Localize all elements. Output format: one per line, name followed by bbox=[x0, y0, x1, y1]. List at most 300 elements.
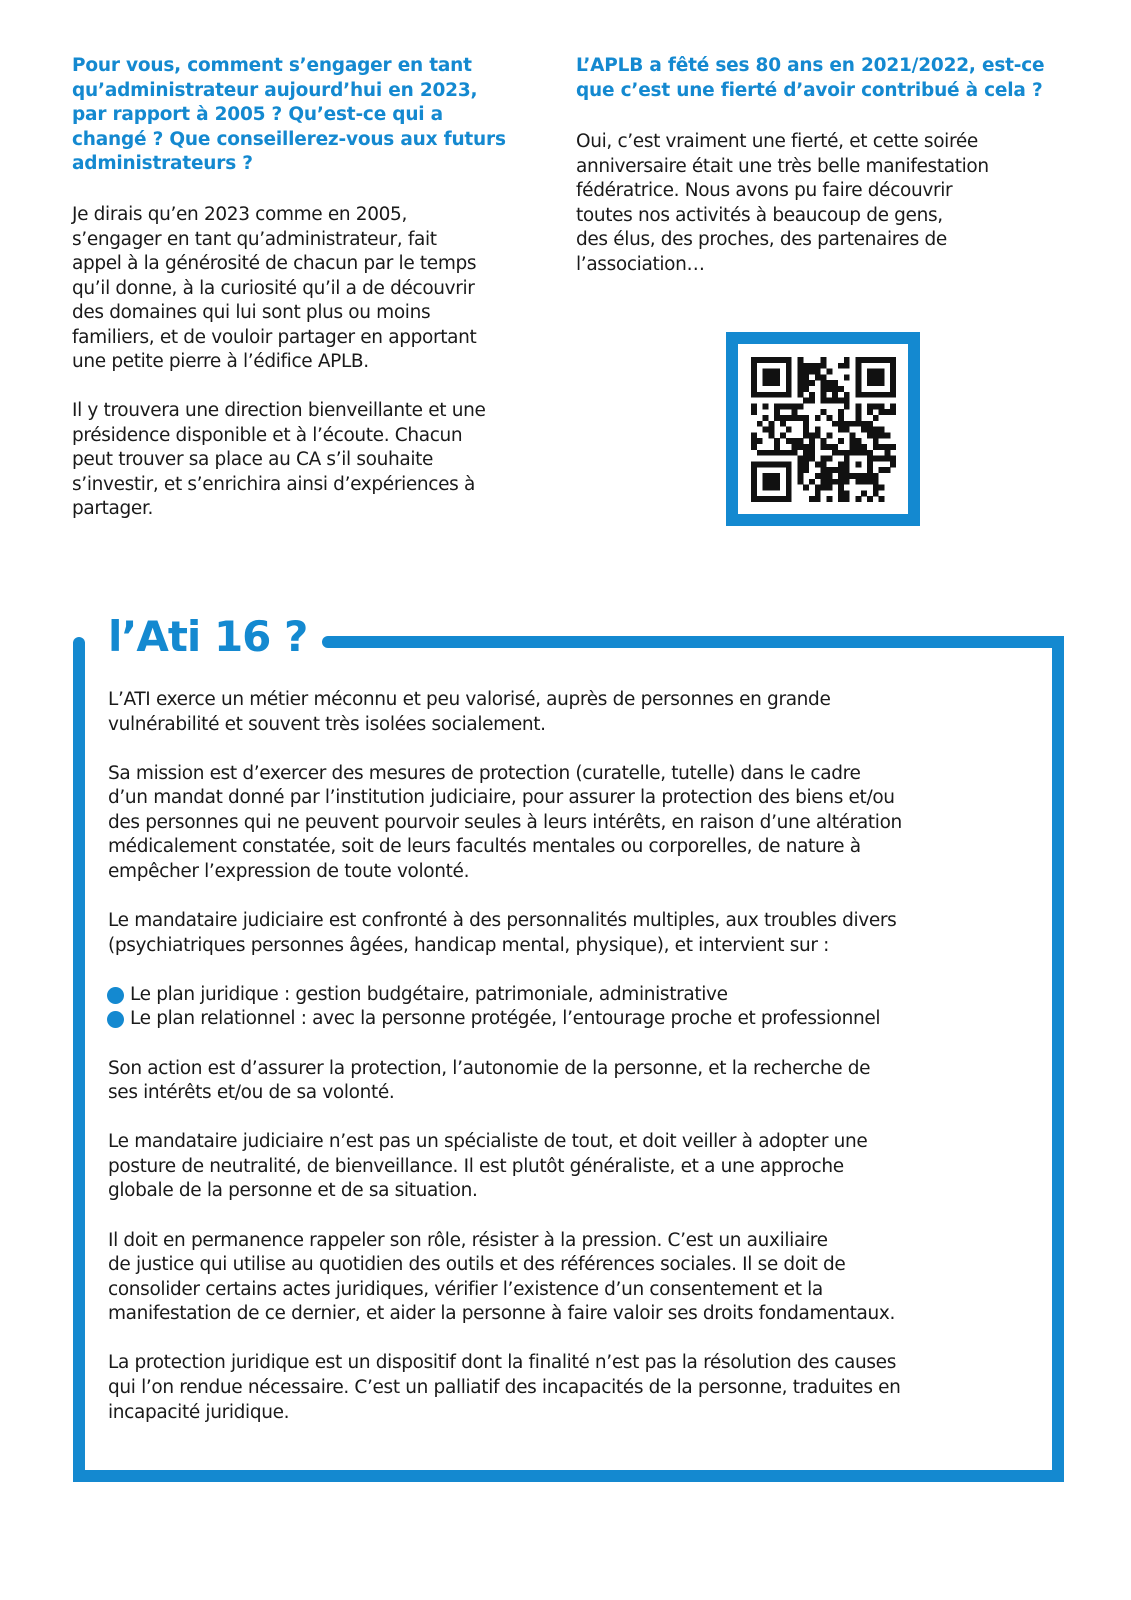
qr-module bbox=[809, 380, 815, 386]
qr-module bbox=[751, 380, 757, 386]
qr-module bbox=[890, 409, 896, 415]
text-line: fédératrice. Nous avons pu faire découvrir bbox=[576, 180, 953, 201]
qr-module bbox=[815, 363, 821, 369]
qr-module bbox=[797, 456, 803, 462]
qr-module bbox=[890, 374, 896, 380]
bullet-item bbox=[107, 983, 902, 1008]
qr-module bbox=[803, 427, 809, 433]
qr-module bbox=[879, 357, 885, 363]
qr-module bbox=[861, 421, 867, 427]
qr-module bbox=[867, 456, 873, 462]
qr-module bbox=[855, 461, 861, 467]
bullet-dot-icon bbox=[107, 987, 124, 1004]
qr-module bbox=[890, 392, 896, 398]
qr-module bbox=[815, 415, 821, 421]
qr-module bbox=[838, 485, 844, 491]
qr-module bbox=[786, 450, 792, 456]
question-line: par rapport à 2005 ? Qu’est-ce qui a bbox=[72, 104, 443, 125]
qr-module bbox=[867, 403, 873, 409]
qr-module bbox=[855, 409, 861, 415]
qr-module bbox=[780, 403, 786, 409]
qr-module bbox=[884, 456, 890, 462]
text-line: Son action est d’assurer la protection, l’autonomie de la personne, et la recherche de bbox=[108, 1057, 871, 1079]
qr-module bbox=[826, 496, 832, 502]
qr-module bbox=[844, 479, 850, 485]
qr-module bbox=[803, 461, 809, 467]
qr-module bbox=[792, 450, 798, 456]
qr-module bbox=[850, 438, 856, 444]
qr-module bbox=[826, 415, 832, 421]
qr-module bbox=[867, 392, 873, 398]
qr-module bbox=[768, 432, 774, 438]
qr-module bbox=[768, 496, 774, 502]
qr-module bbox=[786, 479, 792, 485]
qr-module bbox=[809, 392, 815, 398]
qr-module bbox=[792, 415, 798, 421]
qr-module bbox=[838, 409, 844, 415]
text-line: l’association… bbox=[576, 253, 705, 275]
text-line: qu’il donne, à la curiosité qu’il a de découvrir bbox=[72, 277, 475, 299]
qr-module bbox=[873, 374, 879, 380]
text-line: qui l’on rendue nécessaire. C’est un palliatif des incapacités de la personne, traduites en bbox=[108, 1376, 901, 1398]
text-line: médicalement constatée, soit de leurs facultés mentales ou corporelles, de nature à bbox=[108, 836, 861, 858]
qr-module bbox=[751, 392, 757, 398]
qr-module bbox=[751, 496, 757, 502]
qr-module bbox=[786, 467, 792, 473]
qr-module bbox=[873, 427, 879, 433]
paragraph bbox=[108, 688, 902, 737]
box-border-right bbox=[1052, 636, 1064, 1482]
qr-module bbox=[786, 496, 792, 502]
qr-module bbox=[763, 380, 769, 386]
qr-module bbox=[844, 467, 850, 473]
text-line: globale de la personne et de sa situation. bbox=[108, 1180, 478, 1202]
qr-module bbox=[826, 467, 832, 473]
left-question-heading bbox=[72, 54, 506, 177]
qr-module bbox=[763, 403, 769, 409]
qr-module bbox=[832, 398, 838, 404]
qr-module bbox=[751, 490, 757, 496]
qr-module bbox=[838, 450, 844, 456]
qr-module bbox=[861, 357, 867, 363]
bullet-dot-icon bbox=[107, 1011, 124, 1028]
qr-module bbox=[774, 485, 780, 491]
qr-module bbox=[815, 496, 821, 502]
qr-module bbox=[873, 432, 879, 438]
qr-module bbox=[780, 496, 786, 502]
qr-module bbox=[879, 409, 885, 415]
qr-module bbox=[873, 357, 879, 363]
qr-module bbox=[803, 432, 809, 438]
qr-module bbox=[826, 485, 832, 491]
qr-module bbox=[879, 485, 885, 491]
qr-module bbox=[786, 357, 792, 363]
qr-module bbox=[763, 450, 769, 456]
qr-module bbox=[797, 386, 803, 392]
qr-module bbox=[803, 456, 809, 462]
qr-module bbox=[850, 473, 856, 479]
text-line: posture de neutralité, de bienveillance. Il est plutôt généraliste, et a une approche bbox=[108, 1155, 844, 1177]
paragraph bbox=[108, 1229, 902, 1327]
qr-module bbox=[803, 421, 809, 427]
qr-module bbox=[890, 444, 896, 450]
qr-module bbox=[838, 427, 844, 433]
qr-module bbox=[757, 438, 763, 444]
qr-module bbox=[797, 392, 803, 398]
qr-module bbox=[809, 479, 815, 485]
qr-module bbox=[826, 444, 832, 450]
text-line: familiers, et de vouloir partager en apportant bbox=[72, 326, 477, 348]
qr-module bbox=[861, 490, 867, 496]
text-line: vulnérabilité et souvent très isolées socialement. bbox=[108, 713, 546, 735]
qr-module bbox=[751, 485, 757, 491]
qr-module bbox=[844, 398, 850, 404]
qr-module bbox=[763, 485, 769, 491]
qr-module bbox=[821, 374, 827, 380]
qr-module bbox=[751, 438, 757, 444]
paragraph bbox=[108, 1057, 902, 1106]
qr-module bbox=[751, 432, 757, 438]
qr-module bbox=[844, 473, 850, 479]
qr-module bbox=[879, 374, 885, 380]
text-line: des élus, des proches, des partenaires de bbox=[576, 229, 947, 250]
qr-module bbox=[855, 479, 861, 485]
qr-module bbox=[780, 392, 786, 398]
text-line: toutes nos activités à beaucoup de gens, bbox=[576, 204, 943, 226]
qr-module bbox=[855, 363, 861, 369]
qr-module bbox=[826, 456, 832, 462]
qr-module bbox=[867, 369, 873, 375]
qr-module bbox=[844, 490, 850, 496]
qr-module bbox=[774, 357, 780, 363]
qr-module bbox=[763, 427, 769, 433]
qr-module bbox=[855, 415, 861, 421]
qr-module bbox=[786, 380, 792, 386]
qr-module bbox=[809, 456, 815, 462]
qr-module bbox=[768, 461, 774, 467]
qr-module bbox=[809, 450, 815, 456]
qr-module bbox=[786, 473, 792, 479]
qr-module bbox=[797, 415, 803, 421]
paragraph bbox=[108, 1130, 902, 1204]
qr-module bbox=[826, 380, 832, 386]
qr-module bbox=[821, 357, 827, 363]
qr-module bbox=[838, 467, 844, 473]
qr-module bbox=[803, 467, 809, 473]
qr-module bbox=[821, 380, 827, 386]
qr-module bbox=[844, 357, 850, 363]
text-line: anniversaire était une très belle manifestation bbox=[576, 155, 989, 177]
question-line: changé ? Que conseillerez-vous aux futurs bbox=[72, 128, 506, 150]
qr-module bbox=[774, 461, 780, 467]
qr-module bbox=[821, 409, 827, 415]
qr-module bbox=[890, 369, 896, 375]
question-line: L’APLB a fêté ses 80 ans en 2021/2022, est-ce bbox=[576, 55, 1045, 76]
qr-module bbox=[867, 479, 873, 485]
qr-module bbox=[803, 386, 809, 392]
qr-module bbox=[838, 415, 844, 421]
qr-module bbox=[774, 409, 780, 415]
qr-module bbox=[751, 467, 757, 473]
qr-module bbox=[873, 438, 879, 444]
qr-module bbox=[838, 496, 844, 502]
qr-module bbox=[797, 374, 803, 380]
qr-module bbox=[884, 357, 890, 363]
qr-module bbox=[751, 374, 757, 380]
qr-module bbox=[786, 374, 792, 380]
qr-module bbox=[879, 432, 885, 438]
qr-module bbox=[792, 438, 798, 444]
qr-module bbox=[780, 450, 786, 456]
qr-module bbox=[890, 403, 896, 409]
right-answer bbox=[576, 130, 989, 277]
qr-module bbox=[890, 363, 896, 369]
text-line: partager. bbox=[72, 498, 154, 519]
qr-module bbox=[763, 479, 769, 485]
question-line: qu’administrateur aujourd’hui en 2023, bbox=[72, 79, 478, 101]
qr-module bbox=[844, 392, 850, 398]
qr-module bbox=[815, 427, 821, 433]
qr-module bbox=[867, 380, 873, 386]
qr-module bbox=[763, 369, 769, 375]
qr-module bbox=[786, 369, 792, 375]
qr-module bbox=[768, 380, 774, 386]
text-line: Le mandataire judiciaire n’est pas un spécialiste de tout, et doit veiller à adopter une bbox=[108, 1131, 868, 1153]
qr-module bbox=[826, 479, 832, 485]
qr-module bbox=[890, 357, 896, 363]
qr-module bbox=[821, 456, 827, 462]
qr-module bbox=[873, 415, 879, 421]
qr-module bbox=[774, 438, 780, 444]
box-border-top bbox=[322, 636, 1064, 648]
qr-module bbox=[763, 461, 769, 467]
qr-module bbox=[821, 485, 827, 491]
qr-module bbox=[809, 369, 815, 375]
qr-module bbox=[873, 403, 879, 409]
text-line: Le mandataire judiciaire est confronté à des personnalités multiples, aux troubles divers bbox=[108, 910, 897, 932]
qr-module bbox=[879, 496, 885, 502]
qr-module bbox=[838, 461, 844, 467]
qr-module bbox=[786, 427, 792, 433]
qr-module bbox=[826, 473, 832, 479]
qr-module bbox=[855, 374, 861, 380]
qr-module bbox=[751, 403, 757, 409]
qr-module bbox=[809, 432, 815, 438]
qr-module bbox=[867, 496, 873, 502]
qr-module bbox=[821, 473, 827, 479]
qr-module bbox=[751, 409, 757, 415]
qr-module bbox=[844, 427, 850, 433]
qr-module bbox=[855, 421, 861, 427]
qr-module bbox=[838, 473, 844, 479]
qr-module bbox=[873, 456, 879, 462]
qr-module bbox=[838, 438, 844, 444]
qr-module bbox=[774, 450, 780, 456]
qr-module bbox=[844, 403, 850, 409]
text-line: présidence disponible et à l’écoute. Chacun bbox=[72, 424, 463, 446]
bullet-list bbox=[108, 983, 902, 1032]
qr-code-frame[interactable] bbox=[726, 332, 920, 526]
text-line: de justice qui utilise au quotidien des outils et des références sociales. Il se doit de bbox=[108, 1254, 846, 1276]
qr-module bbox=[861, 473, 867, 479]
qr-module bbox=[873, 444, 879, 450]
text-line: incapacité juridique. bbox=[108, 1401, 290, 1423]
qr-module bbox=[768, 374, 774, 380]
qr-module bbox=[867, 432, 873, 438]
qr-module bbox=[879, 369, 885, 375]
qr-module bbox=[797, 467, 803, 473]
qr-module bbox=[797, 438, 803, 444]
qr-module bbox=[763, 374, 769, 380]
text-line: une petite pierre à l’édifice APLB. bbox=[72, 351, 369, 372]
qr-module bbox=[844, 363, 850, 369]
qr-module bbox=[780, 357, 786, 363]
qr-module bbox=[855, 392, 861, 398]
qr-module bbox=[832, 479, 838, 485]
qr-module bbox=[768, 392, 774, 398]
qr-module bbox=[855, 450, 861, 456]
bullet-item bbox=[107, 1007, 902, 1032]
text-line: Je dirais qu’en 2023 comme en 2005, bbox=[72, 204, 407, 225]
text-line: des domaines qui lui sont plus ou moins bbox=[72, 302, 431, 323]
paragraph bbox=[108, 1351, 902, 1425]
qr-module bbox=[838, 479, 844, 485]
qr-module bbox=[768, 473, 774, 479]
qr-module bbox=[873, 485, 879, 491]
qr-module bbox=[809, 496, 815, 502]
qr-module bbox=[867, 427, 873, 433]
qr-module bbox=[844, 496, 850, 502]
qr-module bbox=[797, 363, 803, 369]
qr-module bbox=[855, 403, 861, 409]
paragraph bbox=[108, 909, 902, 958]
qr-module bbox=[797, 479, 803, 485]
qr-module bbox=[838, 421, 844, 427]
qr-module bbox=[890, 456, 896, 462]
qr-module bbox=[832, 392, 838, 398]
qr-module bbox=[774, 380, 780, 386]
qr-module bbox=[826, 432, 832, 438]
qr-module bbox=[803, 374, 809, 380]
qr-module bbox=[757, 496, 763, 502]
text-line: Il doit en permanence rappeler son rôle, résister à la pression. C’est un auxiliaire bbox=[108, 1229, 828, 1251]
qr-module bbox=[751, 363, 757, 369]
qr-module bbox=[797, 380, 803, 386]
qr-module bbox=[786, 461, 792, 467]
qr-module bbox=[867, 461, 873, 467]
qr-module bbox=[797, 369, 803, 375]
qr-module bbox=[890, 386, 896, 392]
qr-module bbox=[821, 461, 827, 467]
question-line: que c’est une fierté d’avoir contribué à cela ? bbox=[576, 79, 1043, 101]
qr-module bbox=[815, 485, 821, 491]
qr-module bbox=[838, 363, 844, 369]
text-line: Sa mission est d’exercer des mesures de protection (curatelle, tutelle) dans le cadre bbox=[108, 762, 861, 784]
qr-module bbox=[850, 444, 856, 450]
qr-module bbox=[832, 386, 838, 392]
text-line: s’engager en tant qu’administrateur, fait bbox=[72, 228, 437, 250]
qr-module bbox=[763, 357, 769, 363]
answer-paragraph bbox=[72, 203, 486, 375]
qr-module bbox=[861, 479, 867, 485]
qr-module bbox=[763, 473, 769, 479]
qr-module bbox=[751, 369, 757, 375]
qr-module bbox=[879, 456, 885, 462]
qr-module bbox=[792, 403, 798, 409]
qr-module bbox=[861, 427, 867, 433]
qr-module bbox=[803, 485, 809, 491]
qr-module bbox=[774, 444, 780, 450]
qr-module bbox=[792, 444, 798, 450]
qr-module bbox=[821, 363, 827, 369]
qr-module bbox=[786, 485, 792, 491]
qr-module bbox=[815, 473, 821, 479]
qr-module bbox=[844, 374, 850, 380]
qr-module bbox=[797, 403, 803, 409]
qr-module bbox=[774, 403, 780, 409]
right-question-heading bbox=[576, 54, 1044, 103]
qr-module bbox=[826, 369, 832, 375]
qr-module bbox=[803, 398, 809, 404]
qr-module bbox=[884, 467, 890, 473]
qr-module bbox=[768, 421, 774, 427]
qr-module bbox=[873, 392, 879, 398]
qr-module bbox=[844, 450, 850, 456]
qr-module bbox=[751, 479, 757, 485]
qr-module bbox=[803, 369, 809, 375]
text-line: empêcher l’expression de toute volonté. bbox=[108, 861, 470, 883]
text-line: L’ATI exerce un métier méconnu et peu valorisé, auprès de personnes en grande bbox=[108, 689, 831, 710]
qr-module bbox=[821, 479, 827, 485]
qr-module bbox=[809, 363, 815, 369]
qr-module bbox=[850, 421, 856, 427]
qr-module bbox=[867, 450, 873, 456]
qr-module bbox=[803, 363, 809, 369]
qr-module bbox=[821, 444, 827, 450]
qr-module bbox=[879, 392, 885, 398]
qr-module bbox=[873, 369, 879, 375]
qr-module bbox=[879, 427, 885, 433]
qr-module bbox=[803, 380, 809, 386]
qr-module bbox=[774, 374, 780, 380]
qr-module bbox=[774, 369, 780, 375]
qr-module bbox=[786, 438, 792, 444]
qr-module bbox=[821, 392, 827, 398]
qr-module bbox=[844, 456, 850, 462]
qr-module bbox=[832, 467, 838, 473]
qr-module bbox=[832, 444, 838, 450]
paragraph bbox=[108, 762, 902, 885]
qr-module bbox=[884, 409, 890, 415]
qr-module bbox=[774, 496, 780, 502]
text-line: d’un mandat donné par l’institution judiciaire, pour assurer la protection des biens et/ou bbox=[108, 787, 895, 809]
qr-module bbox=[792, 409, 798, 415]
qr-module bbox=[855, 386, 861, 392]
qr-module bbox=[757, 392, 763, 398]
qr-module bbox=[809, 438, 815, 444]
qr-module bbox=[786, 490, 792, 496]
box-border-left bbox=[73, 637, 85, 1482]
qr-module bbox=[879, 380, 885, 386]
bullet-text: Le plan juridique : gestion budgétaire, patrimoniale, administrative bbox=[130, 983, 728, 1005]
qr-module bbox=[838, 490, 844, 496]
qr-module bbox=[867, 473, 873, 479]
qr-code-icon bbox=[751, 357, 896, 502]
qr-module bbox=[873, 490, 879, 496]
qr-module bbox=[867, 357, 873, 363]
qr-module bbox=[786, 392, 792, 398]
qr-module bbox=[890, 461, 896, 467]
